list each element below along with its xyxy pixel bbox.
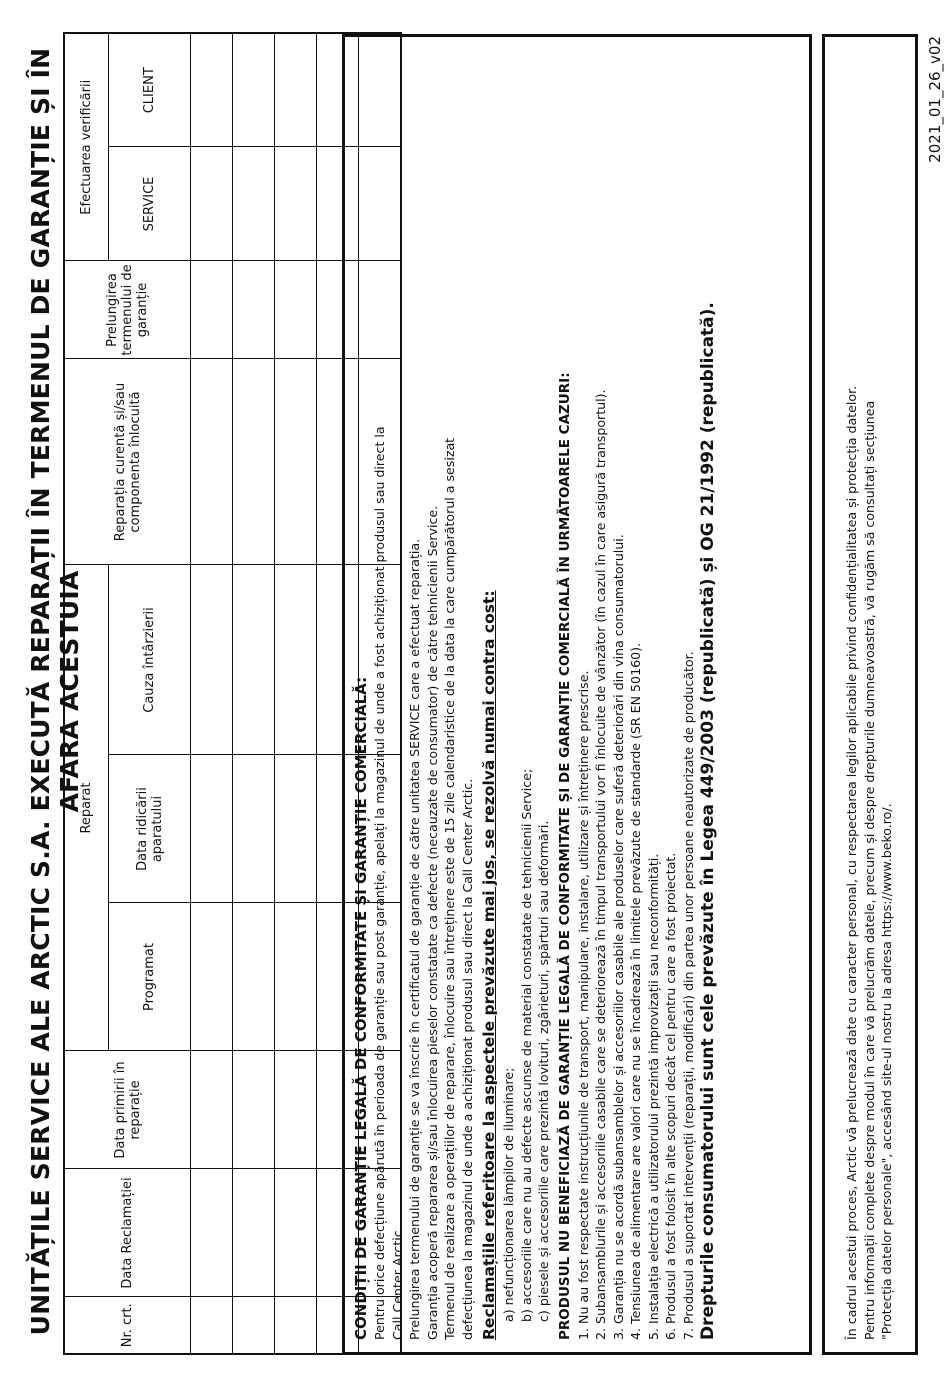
conditions-line: defecțiunea la magazinul de unde a achiziționat produsul sau direct la Call Center Arctic. xyxy=(459,778,475,1340)
col-reparat-header: Reparat xyxy=(64,565,109,1051)
claims-item: a) nefuncționarea lămpilor de iluminare; xyxy=(501,1067,516,1322)
col-data-primirii-header: Data primirii în reparație xyxy=(64,1051,191,1169)
table-cell xyxy=(275,565,317,755)
exclusions-item: 7. Produsul a suportat intervenții (reparații, modificări) din partea unor persoane neautorizate de producător. xyxy=(680,651,696,1340)
table-cell xyxy=(233,1169,275,1297)
table-cell xyxy=(233,33,275,147)
table-cell xyxy=(233,565,275,755)
table-cell xyxy=(233,1297,275,1354)
exclusions-item: 5. Instalația electrică a utilizatorului prezintă improvizații sau neconformități. xyxy=(645,853,661,1340)
exclusions-item: 4. Tensiunea de alimentare are valori care nu se încadrează în limitele prevăzute de standarde (SR EN 50160). xyxy=(628,642,643,1340)
conditions-line: Pentru orice defecțiune apărută în perioada de garanție sau post garanție, apelați la magazinul de unde a fost achiziționat produsul sau direct la xyxy=(372,426,387,1340)
table-cell xyxy=(233,755,275,903)
table-cell xyxy=(191,33,233,147)
table-cell xyxy=(191,1297,233,1354)
table-cell xyxy=(233,147,275,261)
table-cell xyxy=(275,147,317,261)
claims-item: b) accesoriile care nu au defecte ascunse de material constatate de tehnicienii Service; xyxy=(518,768,534,1322)
col-service-header: SERVICE xyxy=(109,147,191,261)
table-cell xyxy=(275,359,317,565)
col-verificarii-header: Efectuarea verificării xyxy=(64,33,109,261)
warranty-conditions-box xyxy=(342,34,812,1355)
table-cell xyxy=(191,903,233,1051)
consumer-rights-statement: Drepturile consumatorului sunt cele prevăzute în Legea 449/2003 (republicată) și OG 21/1992 (republicată). xyxy=(698,302,718,1340)
data-protection-box xyxy=(822,34,918,1355)
document-version: 2021_01_26_v02 xyxy=(926,36,944,163)
privacy-line: Pentru informații complete despre modul în care vă prelucrăm datele, precum și despre drepturile dumneavoastră, vă rugăm să consultați secțiunea xyxy=(861,400,877,1340)
table-cell xyxy=(191,359,233,565)
claims-item: c) piesele și accesoriile care prezintă lovituri, zgârieturi, spărturi sau deformări. xyxy=(536,820,551,1322)
table-cell xyxy=(191,147,233,261)
col-nr-header: Nr. crt. xyxy=(64,1297,191,1354)
document-title: UNITĂȚILE SERVICE ALE ARCTIC S.A. EXECUTĂ REPARAȚII ÎN TERMENUL DE GARANȚIE ȘI ÎN AFARA ACESTUIA xyxy=(26,47,84,1336)
conditions-line: Garanția acoperă repararea și/sau înlocuirea pieselor constatate ca defecte (necauzate de consumator) de către tehnicienii Service. xyxy=(424,505,440,1340)
table-row xyxy=(191,33,233,1354)
table-cell xyxy=(275,261,317,359)
table-cell xyxy=(275,1169,317,1297)
table-cell xyxy=(191,755,233,903)
privacy-line: În cadrul acestui proces, Arctic vă prelucrează date cu caracter personal, cu respectarea legilor aplicabile privind confidențialitatea și protecția datelor. xyxy=(844,385,859,1340)
col-data-reclamatiei-header: Data Reclamației xyxy=(64,1169,191,1297)
table-cell xyxy=(233,1051,275,1169)
table-cell xyxy=(275,755,317,903)
col-reparatia-header: Reparația curentă și/sau componenta înlocuită xyxy=(64,359,191,565)
table-row xyxy=(233,33,275,1354)
conditions-line: Termenul de realizare a operațiilor de reparare, înlocuire sau întreținere este de 15 zile calendaristice de la data la care cumpărătorul a sesizat xyxy=(442,437,457,1340)
table-cell xyxy=(191,1169,233,1297)
table-cell xyxy=(233,359,275,565)
conditions-line: Call Center Arctic. xyxy=(389,1226,405,1340)
col-prelungirea-header: Prelungirea termenului de garanție xyxy=(64,261,191,359)
table-cell xyxy=(233,261,275,359)
conditions-line: Prelungirea termenului de garanție se va înscrie în certificatul de garanție de către unitatea SERVICE care a efectuat reparația. xyxy=(407,538,422,1340)
table-cell xyxy=(275,903,317,1051)
table-cell xyxy=(275,1051,317,1169)
exclusions-item: 3. Garanția nu se acordă subansamblelor și accesoriilor casabile ale produselor care suferă deteriorări din vina consumatorului. xyxy=(610,534,626,1340)
table-cell xyxy=(275,1297,317,1354)
table-cell xyxy=(191,565,233,755)
table-cell xyxy=(191,1051,233,1169)
table-cell xyxy=(191,261,233,359)
col-data-ridicarii-header: Data ridicării aparatului xyxy=(109,755,191,903)
col-client-header: CLIENT xyxy=(109,33,191,147)
claims-heading: Reclamațiile referitoare la aspectele prevăzute mai jos, se rezolvă numai contra cost: xyxy=(480,590,498,1340)
col-programat-header: Programat xyxy=(109,903,191,1051)
exclusions-item: 2. Subansamblurile și accesoriile casabile care se deteriorează în timpul transportului vor fi înlocuite de vânzător (în cazul în care asigură transportul). xyxy=(593,389,608,1340)
col-cauza-header: Cauza întârzierii xyxy=(109,565,191,755)
exclusions-item: 6. Produsul a fost folosit în alte scopuri decât cel pentru care a fost proiectat. xyxy=(663,852,678,1340)
exclusions-heading: PRODUSUL NU BENEFICIAZĂ DE GARANȚIE LEGALĂ DE CONFORMITATE ȘI DE GARANȚIE COMERCIALĂ ÎN URMĂTOARELE CAZURI: xyxy=(556,372,573,1340)
privacy-line: "Protecția datelor personale", accesând site-ul nostru la adresa https://www.beko.ro/. xyxy=(879,803,894,1340)
table-cell xyxy=(233,903,275,1051)
table-row xyxy=(275,33,317,1354)
table-cell xyxy=(275,33,317,147)
exclusions-item: 1. Nu au fost respectate instrucțiunile de transport, manipulare, instalare, utilizare și întreținere prescrise. xyxy=(575,670,591,1340)
conditions-heading: CONDIȚII DE GARANȚIE LEGALĂ DE CONFORMITATE ȘI GARANȚIE COMERCIALĂ: xyxy=(352,676,370,1340)
